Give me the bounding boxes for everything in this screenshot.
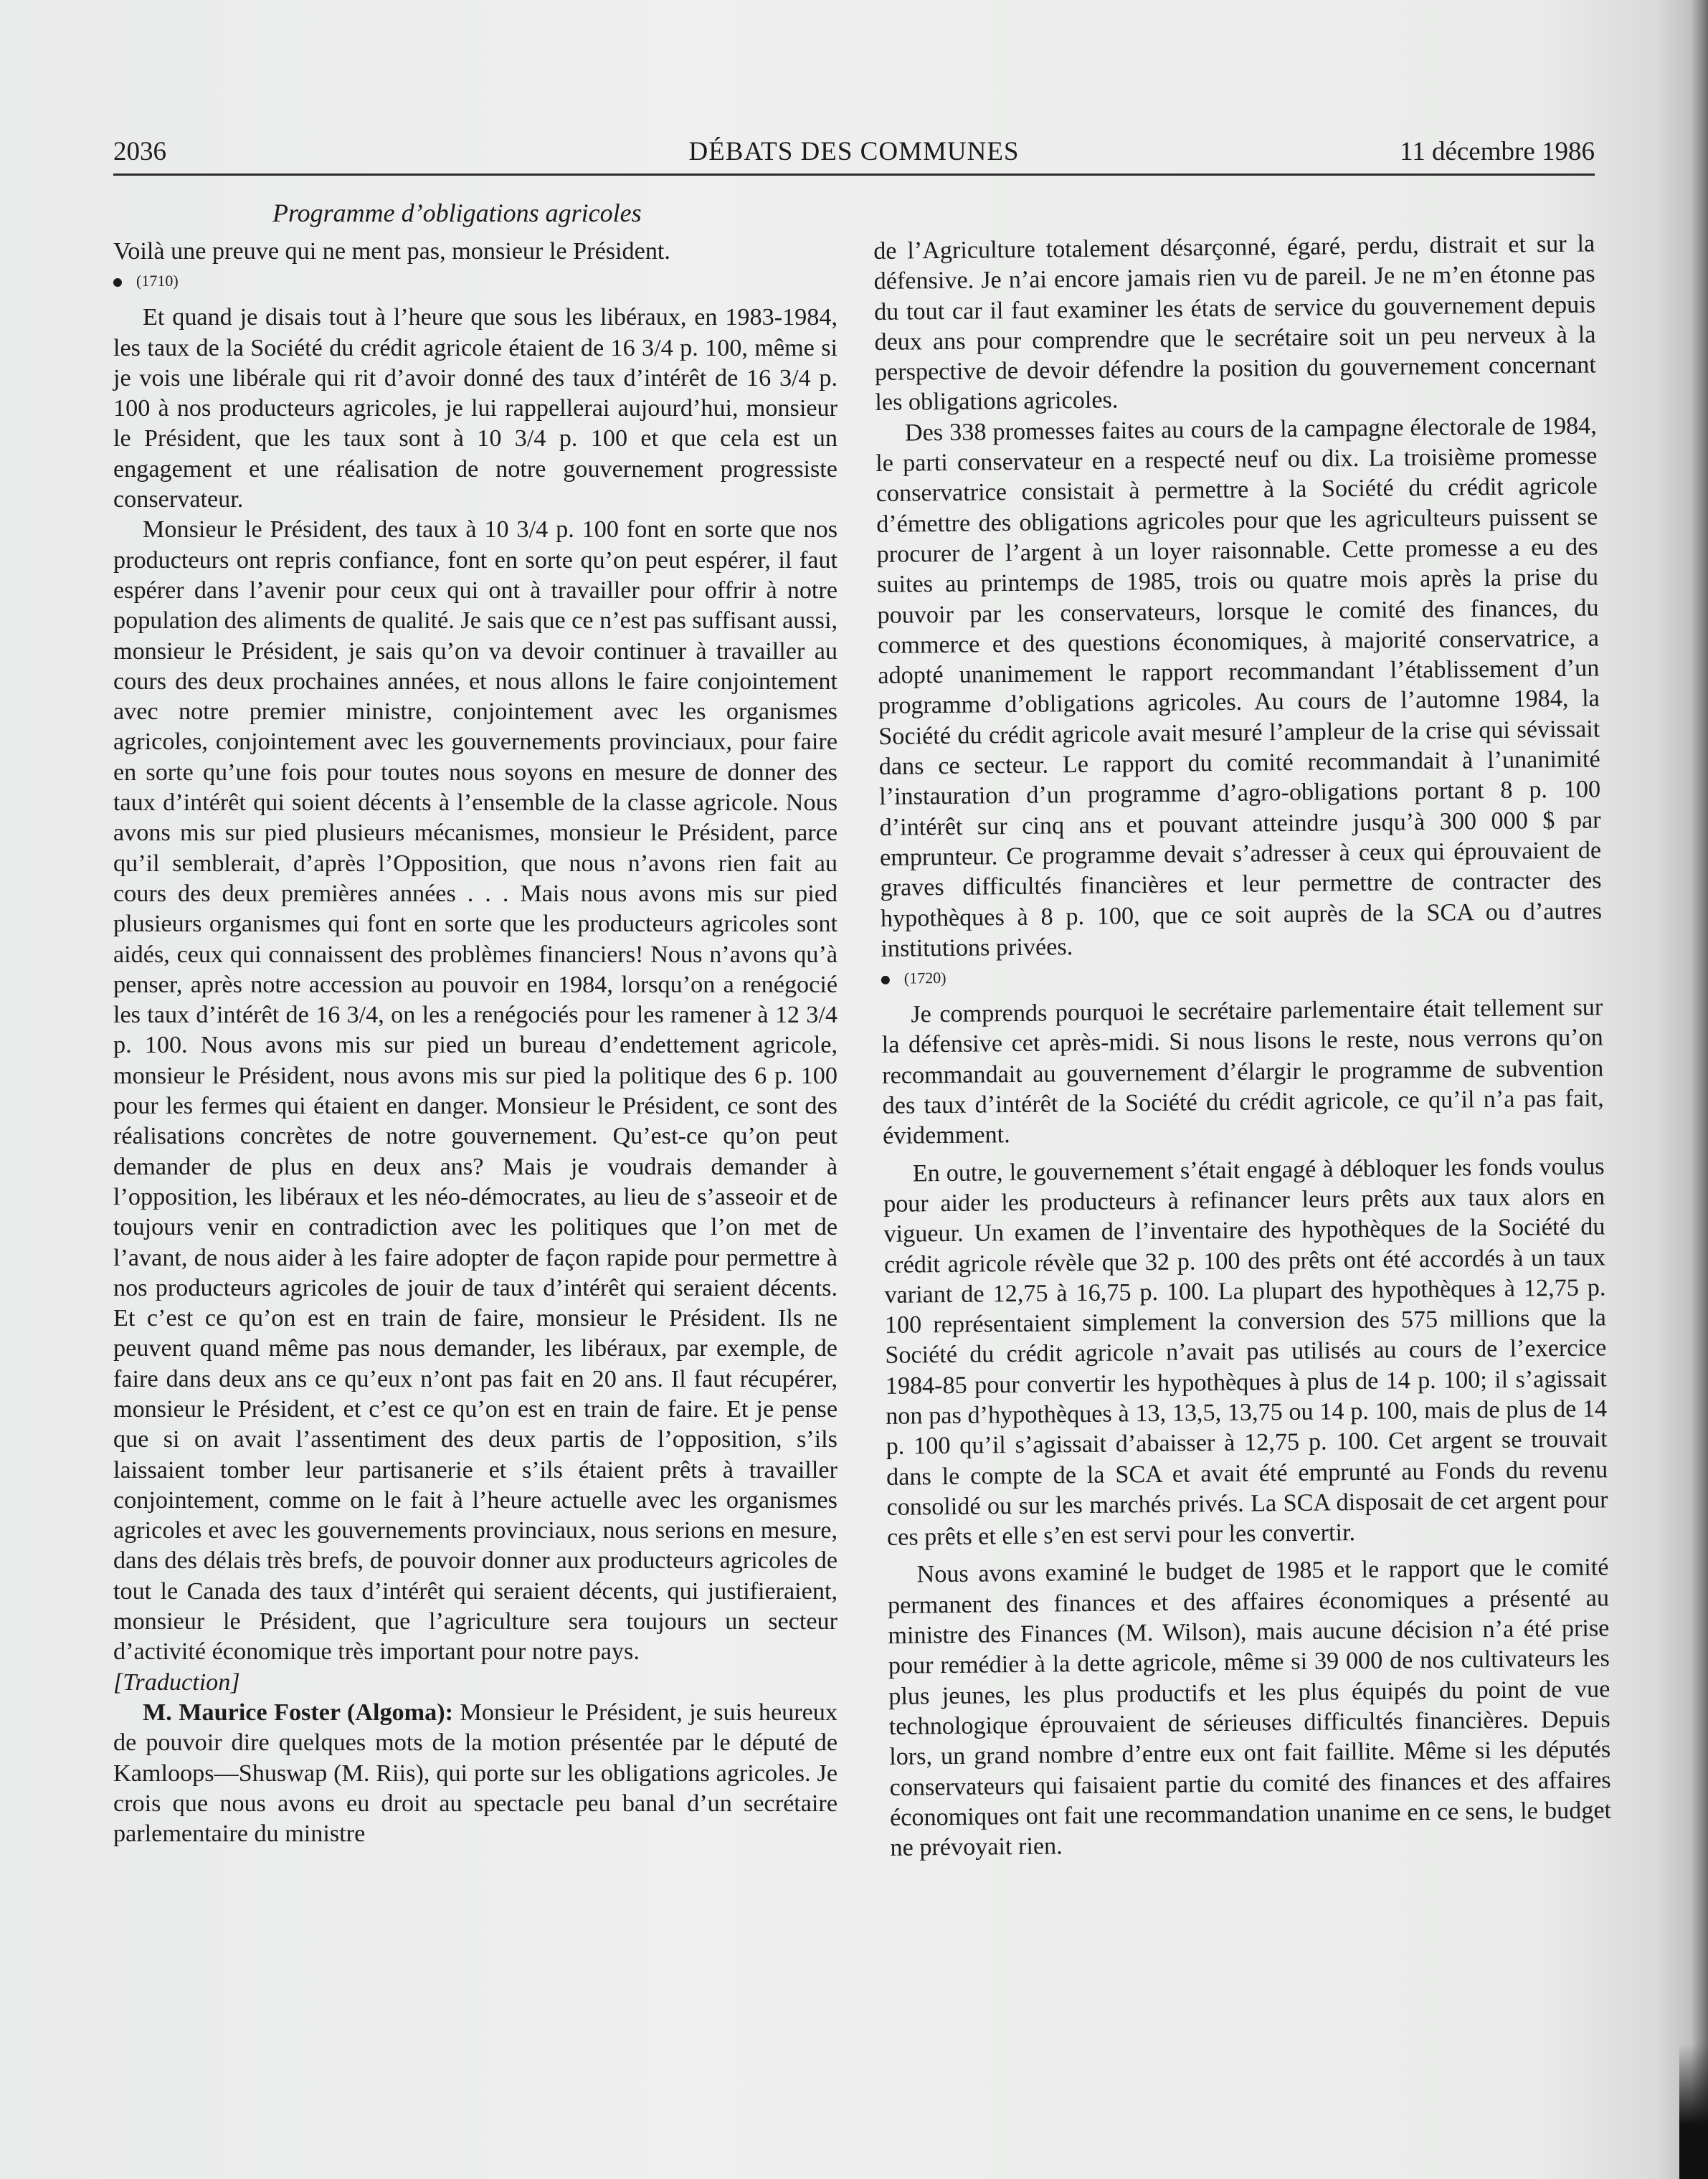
publication-title: DÉBATS DES COMMUNES	[688, 137, 1020, 166]
paragraph: En outre, le gouvernement s’était engagé à débloquer les fonds voulus pour aider les producteurs à refinancer leurs prêts aux taux alors en vigueur. Un examen de l’inventaire des hypothèques de la Société du crédit agricole révèle que 32 p. 100 des prêts ont été accordés à un taux variant de 12,75 à 16,75 p. 100. La plupart des hypothèques à 12,75 p. 100 représentaient simplement la conversion des 575 millions que la Société du crédit agricole n’avait pas utilisés au cours de l’exercice 1984-85 pour convertir les hypothèques à plus de 14 p. 100; il s’agissait non pas d’hypothèques à 13, 13,5, 13,75 ou 14 p. 100, mais de plus de 14 p. 100 qu’il s’agissait d’abaisser à 12,75 p. 100. Cet argent se trouvait dans le compte de la SCA et avait été emprunté au Fonds du revenu consolidé ou sur les marchés privés. La SCA disposait de cet argent pour ces prêts et elle s’en est servi pour les convertir.	[883, 1153, 1608, 1552]
paragraph	[113, 1698, 838, 1849]
paragraph: Voilà une preuve qui ne ment pas, monsieur le Président.	[113, 238, 670, 265]
paragraph: Des 338 promesses faites au cours de la campagne électorale de 1984, le parti conservateur en a respecté neuf ou dix. La troisième promesse conservatrice consistait à permettre à la Société du crédit agricole d’émettre des obligations agricoles pour que les agriculteurs puissent se procurer de l’argent à un loyer raisonnable. Cette promesse a eu des suites au printemps de 1985, trois ou quatre mois après la prise du pouvoir par les conservateurs, lorsque le comité des finances, du commerce et des questions économiques, à majorité conservatrice, a adopté unanimement le rapport recommandant l’établissement d’un programme d’obligations agricoles. Au cours de l’automne 1984, la Société du crédit agricole avait mesuré l’ampleur de la crise qui sévissait dans ce secteur. Le rapport du comité recommandait à l’unanimité l’instauration d’un programme d’agro-obligations portant 8 p. 100 d’intérêt sur cinq ans et pouvant atteindre jusqu’à 300 000 $ par emprunteur. Ce programme devait s’adresser à ceux qui éprouvaient de graves difficultés financières et leur permettre de contracter des hypothèques à 8 p. 100, que ce soit auprès de la SCA ou d’autres institutions privées.	[876, 412, 1603, 962]
paragraph: Monsieur le Président, des taux à 10 3/4 p. 100 font en sorte que nos producteurs ont repris confiance, font en sorte qu’on peut espérer, il faut espérer dans l’avenir pour ceux qui ont à travailler pour offrir à notre population des aliments de qualité. Je sais que ce n’est pas suffisant aussi, monsieur le Président, je sais qu’on va devoir continuer à travailler au cours des deux prochaines années, et nous allons le faire conjointement avec notre premier ministre, conjointement avec les organismes agricoles, conjointement avec les gouvernements provinciaux, pour faire en sorte qu’une fois pour toutes nous soyons en mesure de donner des taux d’intérêt qui soient décents à l’ensemble de la classe agricole. Nous avons mis sur pied plusieurs mécanismes, monsieur le Président, parce qu’il semblerait, d’après l’Opposition, que nous n’avons rien fait au cours des deux premières années . . . Mais nous avons mis sur pied plusieurs organismes qui font en sorte que les producteurs agricoles sont aidés, ceux qui connaissent des problèmes financiers! Nous n’avons qu’à penser, après notre accession au pouvoir en 1984, lorsqu’on a renégocié les taux d’intérêt de 16 3/4, on les a renégociés pour les ramener à 12 3/4 p. 100. Nous avons mis sur pied un bureau d’endettement agricole, monsieur le Président, nous avons mis sur pied la politique des 6 p. 100 pour les fermes qui étaient en danger. Monsieur le Président, ce sont des réalisations concrètes de notre gouvernement. Qu’est-ce qu’on peut demander de plus en deux ans? Mais je voudrais demander à l’opposition, les libéraux et les néo-démocrates, au lieu de s’asseoir et de toujours venir en contradiction avec les politiques que l’on met de l’avant, de nous aider à les faire adopter de façon rapide pour permettre à nos producteurs agricoles de jouir de taux d’intérêt qui seraient décents. Et c’est ce qu’on est en train de faire, monsieur le Président. Ils ne peuvent quand même pas nous demander, les libéraux, par exemple, de faire dans deux ans ce qu’eux n’ont pas fait en 20 ans. Il faut récupérer, monsieur le Président, et c’est ce qu’on est en train de faire. Et je pense que si on avait l’assentiment des deux partis de l’opposition, s’ils laissaient tomber leur partisanerie et s’ils étaient prêts à travailler conjointement, comme on le fait à l’heure actuelle avec les organismes agricoles et avec les gouvernements provinciaux, nous serions en mesure, dans des délais très brefs, de pouvoir donner aux producteurs agricoles de tout le Canada des taux d’intérêt qui seraient décents, qui justifieraient, monsieur le Président, que l’agriculture sera toujours un secteur d’activité économique très important pour notre pays.	[113, 516, 838, 1666]
time-marker	[113, 267, 838, 295]
paragraph: de l’Agriculture totalement désarçonné, égaré, perdu, distrait et sur la défensive. Je n’ai encore jamais rien vu de pareil. Je ne m’en étonne pas du tout car il faut examiner les états de service du gouvernement depuis deux ans pour comprendre que le secrétaire soit un peu nerveux à la perspective de devoir défendre la position du gouvernement concernant les obligations agricoles.	[873, 230, 1597, 417]
time-marker-label: (1720)	[903, 969, 946, 987]
paragraph: Nous avons examiné le budget de 1985 et le rapport que le comité permanent des finances et des affaires économiques a présenté au ministre des Finances (M. Wilson), mais aucune décision n’a été prise pour remédier à la dette agricole, même si 39 000 de nos cultivateurs les plus jeunes, les plus productifs et les plus équipés du point de vue technologique éprouvaient de sérieuses difficultés financières. Depuis lors, un grand nombre d’entre eux ont fait faillite. Même si les députés conservateurs qui faisaient partie du comité des finances et des affaires économiques ont fait une recommandation unanime en ce sens, le budget ne prévoyait rien.	[887, 1554, 1612, 1862]
translation-tag: [Traduction]	[113, 1668, 240, 1696]
section-title: Programme d’obligations agricoles	[272, 199, 642, 227]
publication-date: 11 décembre 1986	[1400, 137, 1595, 166]
header-rule	[113, 174, 1595, 176]
page-edge-shadow	[1679, 2043, 1708, 2179]
paragraph: Et quand je disais tout à l’heure que sous les libéraux, en 1983-1984, les taux de la Société du crédit agricole étaient de 16 3/4 p. 100, même si je vois une libérale qui rit d’avoir donné des taux d’intérêt de 16 3/4 p. 100 à nos producteurs agricoles, je lui rappellerai aujourd’hui, monsieur le Président, que les taux sont à 10 3/4 p. 100 et que cela est un engagement et une réalisation de notre gouvernement progressiste conservateur.	[113, 304, 838, 513]
bullet-dot-icon	[881, 976, 890, 984]
speaker-text: Monsieur le Président, je suis heureux de pouvoir dire quelques mots de la motion présentée par le député de Kamloops—Shuswap (M. Riis), qui porte sur les obligations agricoles. Je crois que nous avons eu droit au spectacle peu banal d’un secrétaire parlementaire du ministre	[113, 1699, 838, 1848]
page-header	[113, 136, 1595, 174]
left-column	[113, 237, 838, 1849]
time-marker-label: (1710)	[136, 272, 179, 290]
page-number: 2036	[113, 137, 166, 166]
right-column	[873, 229, 1612, 1864]
paragraph: Je comprends pourquoi le secrétaire parlementaire était tellement sur la défensive cet après-midi. Si nous lisons le reste, nous verrons qu’on recommandait au gouvernement d’élargir le programme de subvention des taux d’intérêt de la Société du crédit agricole, ce qu’il n’a pas fait, évidemment.	[881, 994, 1604, 1150]
bullet-dot-icon	[113, 278, 122, 287]
speaker-name: M. Maurice Foster (Algoma):	[143, 1699, 453, 1726]
